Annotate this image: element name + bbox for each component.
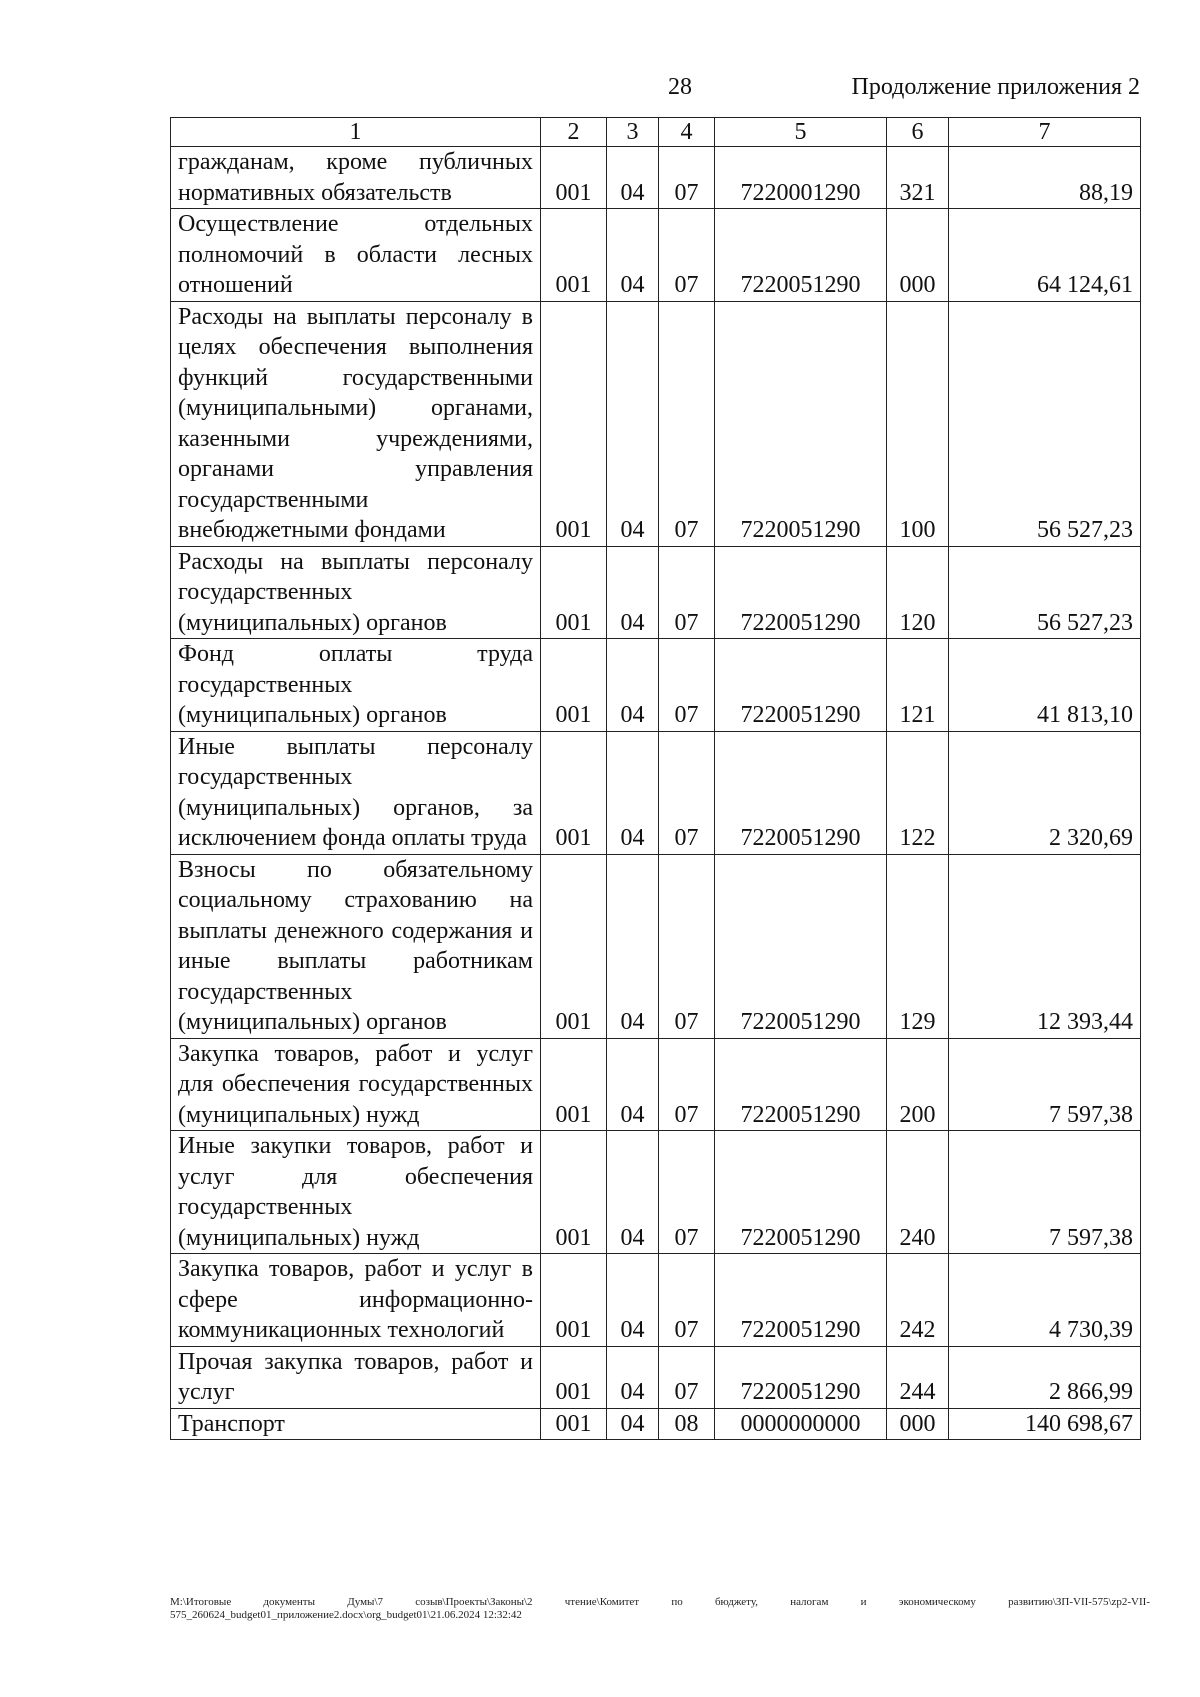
row-description: гражданам, кроме публичных нормативных обязательств <box>171 147 541 209</box>
row-amount: 88,19 <box>949 147 1141 209</box>
table-header-row <box>171 118 1141 147</box>
row-code-2: 001 <box>541 731 607 854</box>
table-row <box>171 1038 1141 1131</box>
row-code-5: 7220051290 <box>715 1131 887 1254</box>
row-description: Закупка товаров, работ и услуг в сфере информационно-коммуникационных технологий <box>171 1254 541 1347</box>
row-code-5: 7220001290 <box>715 147 887 209</box>
row-code-5: 7220051290 <box>715 854 887 1038</box>
row-code-2: 001 <box>541 209 607 302</box>
row-code-5: 7220051290 <box>715 209 887 302</box>
row-code-5: 7220051290 <box>715 301 887 546</box>
column-header-3: 3 <box>607 118 659 147</box>
row-description: Транспорт <box>171 1408 541 1440</box>
row-code-2: 001 <box>541 854 607 1038</box>
row-code-6: 242 <box>887 1254 949 1347</box>
column-header-7: 7 <box>949 118 1141 147</box>
row-code-3: 04 <box>607 546 659 639</box>
row-code-3: 04 <box>607 1254 659 1347</box>
row-amount: 140 698,67 <box>949 1408 1141 1440</box>
row-code-4: 07 <box>659 1131 715 1254</box>
row-code-3: 04 <box>607 1038 659 1131</box>
row-description: Прочая закупка товаров, работ и услуг <box>171 1346 541 1408</box>
row-code-3: 04 <box>607 731 659 854</box>
column-header-4: 4 <box>659 118 715 147</box>
row-code-2: 001 <box>541 1038 607 1131</box>
table-row <box>171 639 1141 732</box>
row-code-5: 7220051290 <box>715 1346 887 1408</box>
table-row <box>171 1408 1141 1440</box>
row-code-3: 04 <box>607 301 659 546</box>
row-code-5: 0000000000 <box>715 1408 887 1440</box>
row-code-3: 04 <box>607 1408 659 1440</box>
row-amount: 2 866,99 <box>949 1346 1141 1408</box>
row-code-5: 7220051290 <box>715 731 887 854</box>
row-code-6: 120 <box>887 546 949 639</box>
table-row <box>171 546 1141 639</box>
row-amount: 4 730,39 <box>949 1254 1141 1347</box>
row-code-6: 321 <box>887 147 949 209</box>
document-file-path: М:\Итоговые документы Думы\7 созыв\Проекты\Законы\2 чтение\Комитет по бюджету, налогам и экономическому развитию\ЗП-VII-575\zp2-VII-575_260624_budget01_приложение2.docx\org_budget01\21.06.2024 12:32:42 <box>170 1596 1150 1621</box>
table-row <box>171 301 1141 546</box>
table-row <box>171 1254 1141 1347</box>
row-code-2: 001 <box>541 301 607 546</box>
row-code-6: 100 <box>887 301 949 546</box>
row-code-5: 7220051290 <box>715 1038 887 1131</box>
row-code-4: 07 <box>659 1346 715 1408</box>
table-row <box>171 854 1141 1038</box>
row-code-4: 08 <box>659 1408 715 1440</box>
row-amount: 7 597,38 <box>949 1131 1141 1254</box>
row-code-6: 240 <box>887 1131 949 1254</box>
row-amount: 7 597,38 <box>949 1038 1141 1131</box>
row-code-4: 07 <box>659 854 715 1038</box>
row-code-2: 001 <box>541 1346 607 1408</box>
column-header-6: 6 <box>887 118 949 147</box>
row-code-4: 07 <box>659 209 715 302</box>
row-code-6: 122 <box>887 731 949 854</box>
row-code-6: 200 <box>887 1038 949 1131</box>
row-code-5: 7220051290 <box>715 639 887 732</box>
table-row <box>171 209 1141 302</box>
row-code-4: 07 <box>659 546 715 639</box>
column-header-2: 2 <box>541 118 607 147</box>
row-code-3: 04 <box>607 854 659 1038</box>
table-row <box>171 1131 1141 1254</box>
row-amount: 41 813,10 <box>949 639 1141 732</box>
table-row <box>171 731 1141 854</box>
row-code-3: 04 <box>607 1346 659 1408</box>
row-description: Расходы на выплаты персоналу в целях обеспечения выполнения функций государственными (муниципальными) органами, казенными учреждениями, органами управления государственными внебюджетными фондами <box>171 301 541 546</box>
row-code-6: 129 <box>887 854 949 1038</box>
budget-table <box>170 117 1141 1440</box>
row-code-2: 001 <box>541 1131 607 1254</box>
row-code-4: 07 <box>659 1254 715 1347</box>
row-code-3: 04 <box>607 639 659 732</box>
row-code-4: 07 <box>659 1038 715 1131</box>
row-code-2: 001 <box>541 546 607 639</box>
row-code-4: 07 <box>659 301 715 546</box>
row-code-3: 04 <box>607 1131 659 1254</box>
row-description: Закупка товаров, работ и услуг для обеспечения государственных (муниципальных) нужд <box>171 1038 541 1131</box>
row-code-6: 244 <box>887 1346 949 1408</box>
row-code-6: 000 <box>887 1408 949 1440</box>
row-code-2: 001 <box>541 1408 607 1440</box>
table-row <box>171 1346 1141 1408</box>
row-description: Расходы на выплаты персоналу государственных (муниципальных) органов <box>171 546 541 639</box>
appendix-continuation-label: Продолжение приложения 2 <box>851 74 1140 100</box>
row-code-4: 07 <box>659 147 715 209</box>
row-description: Иные выплаты персоналу государственных (муниципальных) органов, за исключением фонда оплаты труда <box>171 731 541 854</box>
row-code-4: 07 <box>659 639 715 732</box>
row-code-4: 07 <box>659 731 715 854</box>
row-code-6: 121 <box>887 639 949 732</box>
row-code-2: 001 <box>541 147 607 209</box>
row-amount: 56 527,23 <box>949 301 1141 546</box>
row-code-6: 000 <box>887 209 949 302</box>
row-description: Фонд оплаты труда государственных (муниципальных) органов <box>171 639 541 732</box>
row-code-2: 001 <box>541 1254 607 1347</box>
row-amount: 56 527,23 <box>949 546 1141 639</box>
row-description: Взносы по обязательному социальному страхованию на выплаты денежного содержания и иные выплаты работникам государственных (муниципальных) органов <box>171 854 541 1038</box>
row-amount: 64 124,61 <box>949 209 1141 302</box>
row-amount: 2 320,69 <box>949 731 1141 854</box>
column-header-5: 5 <box>715 118 887 147</box>
table-row <box>171 147 1141 209</box>
row-description: Осуществление отдельных полномочий в области лесных отношений <box>171 209 541 302</box>
row-description: Иные закупки товаров, работ и услуг для обеспечения государственных (муниципальных) нужд <box>171 1131 541 1254</box>
row-code-5: 7220051290 <box>715 546 887 639</box>
row-code-5: 7220051290 <box>715 1254 887 1347</box>
page-number: 28 <box>668 74 692 100</box>
row-code-3: 04 <box>607 147 659 209</box>
row-code-2: 001 <box>541 639 607 732</box>
row-code-3: 04 <box>607 209 659 302</box>
column-header-1: 1 <box>171 118 541 147</box>
row-amount: 12 393,44 <box>949 854 1141 1038</box>
